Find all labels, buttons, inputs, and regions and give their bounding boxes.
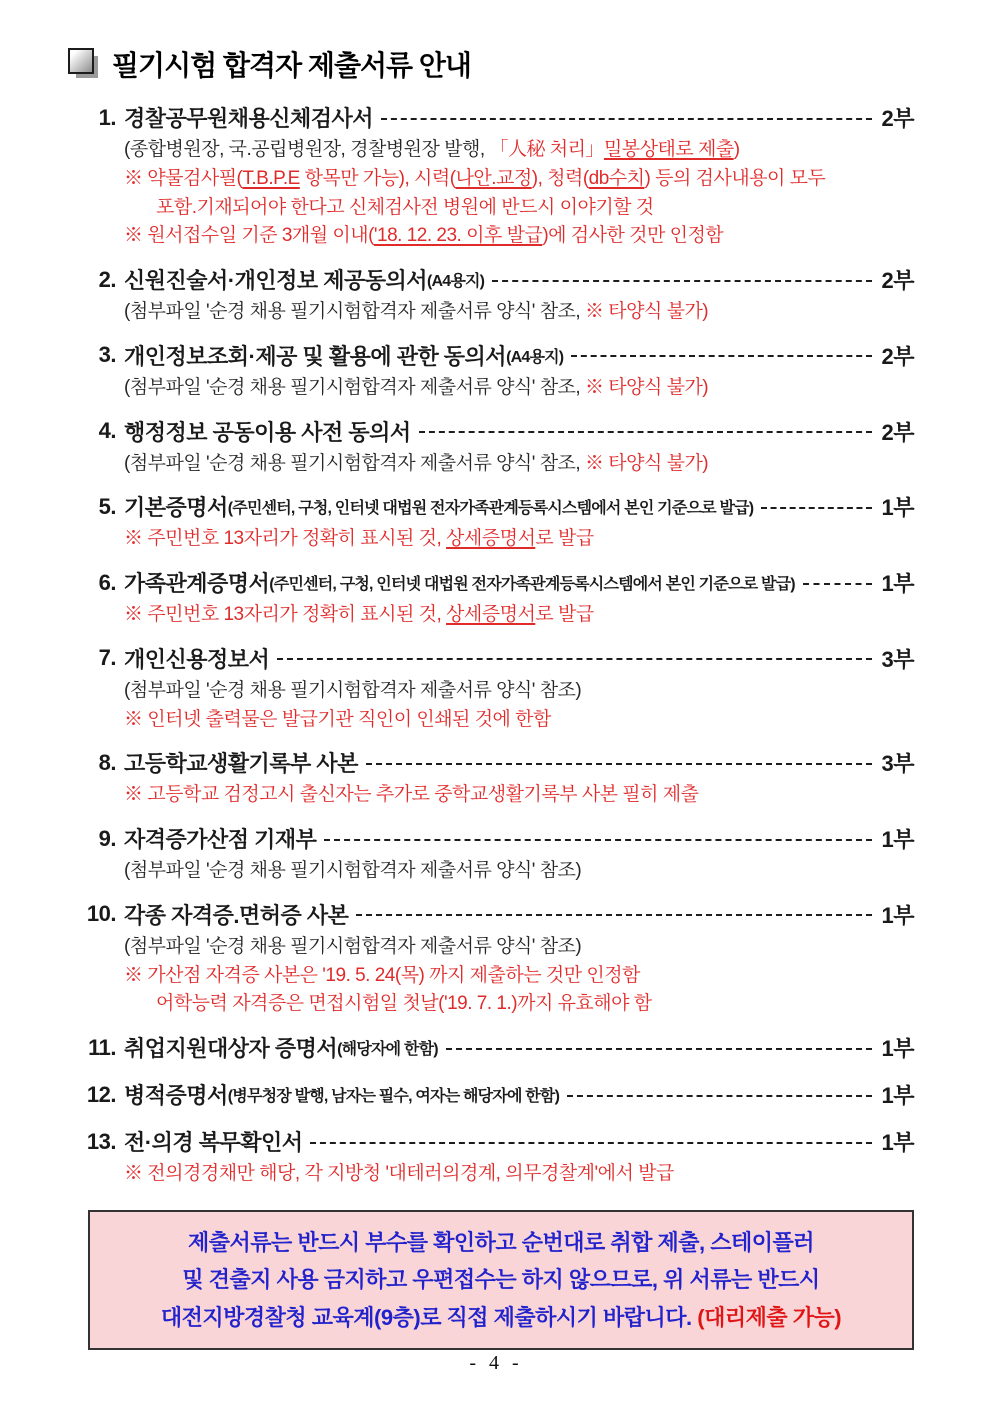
page-number: - 4 - bbox=[469, 1352, 523, 1374]
text-segment: ※ 타양식 불가) bbox=[584, 452, 709, 474]
item-warning-note bbox=[80, 527, 914, 551]
item-copy-count: 1부 bbox=[881, 827, 914, 852]
item-source-note bbox=[80, 376, 914, 400]
item-title-note: (해당자에 한함) bbox=[337, 1041, 438, 1058]
document-header bbox=[68, 44, 914, 84]
square-face bbox=[68, 48, 94, 74]
item-source-note bbox=[80, 138, 914, 162]
dashed-leader bbox=[310, 1142, 871, 1144]
item-title: 행정정보 공동이용 사전 동의서 bbox=[124, 419, 411, 445]
item-warning-note bbox=[80, 783, 914, 807]
text-segment: (첨부파일 '순경 채용 필기시험합격자 제출서류 양식' 참조, bbox=[124, 301, 585, 322]
text-segment: 어학능력 자격증은 면접시험일 첫날('19. 7. 1.)까지 유효해야 함 bbox=[156, 993, 652, 1015]
text-segment: ※ 주민번호 13자리가 정확히 표시된 것, bbox=[124, 604, 447, 625]
text-segment: 로 발급 bbox=[535, 528, 594, 550]
text-segment: ※ 전의경경채만 해당, 각 지방청 '대테러의경계, 의무경찰계'에서 발급 bbox=[124, 1163, 674, 1184]
item-title: 전·의경 복무확인서 bbox=[124, 1130, 303, 1155]
document-item-list bbox=[80, 102, 914, 1186]
document-item-row bbox=[80, 899, 914, 930]
document-item-row bbox=[80, 416, 914, 447]
text-segment: (첨부파일 '순경 채용 필기시험합격자 제출서류 양식' 참조) bbox=[124, 679, 582, 701]
text-segment: ※ 원서접수일 기준 3개월 이내( bbox=[124, 225, 374, 247]
text-segment: ※ 타양식 불가) bbox=[584, 376, 709, 398]
item-title: 기본증명서 bbox=[124, 495, 228, 521]
document-item-row bbox=[80, 1079, 914, 1110]
notice-line bbox=[98, 1299, 904, 1336]
item-number: 2. bbox=[98, 266, 116, 292]
text-segment: ※ 주민번호 13자리가 정확히 표시된 것, bbox=[124, 528, 447, 550]
item-copy-count: 1부 bbox=[881, 571, 914, 596]
dashed-leader bbox=[446, 1048, 872, 1050]
item-title: 가족관계증명서 bbox=[124, 571, 270, 596]
dashed-leader bbox=[803, 583, 872, 585]
item-title: 병적증명서 bbox=[124, 1083, 228, 1108]
item-warning-note bbox=[80, 167, 914, 191]
text-segment: 나안.교정 bbox=[455, 167, 532, 189]
item-source-note bbox=[80, 859, 914, 883]
item-number: 6. bbox=[98, 569, 116, 595]
notice-line bbox=[98, 1261, 904, 1298]
dashed-leader bbox=[492, 280, 871, 282]
item-copy-count: 1부 bbox=[881, 1083, 914, 1108]
dashed-leader bbox=[366, 763, 872, 765]
item-title-note: (A4용지) bbox=[426, 273, 485, 290]
text-segment: (대리제출 가능) bbox=[697, 1304, 842, 1330]
text-segment: 항목만 가능), 시력( bbox=[299, 167, 456, 189]
item-warning-note bbox=[80, 964, 914, 988]
item-title: 신원진술서·개인정보 제공동의서 bbox=[124, 268, 427, 293]
item-number: 5. bbox=[98, 493, 116, 519]
document-item-row bbox=[80, 1126, 914, 1157]
text-segment: ※ 고등학교 검정고시 출신자는 추가로 중학교생활기록부 사본 필히 제출 bbox=[124, 784, 699, 806]
text-segment: (첨부파일 '순경 채용 필기시험합격자 제출서류 양식' 참조, bbox=[124, 376, 585, 398]
dashed-leader bbox=[761, 507, 871, 509]
item-source-note bbox=[80, 679, 914, 703]
text-segment: (첨부파일 '순경 채용 필기시험합격자 제출서류 양식' 참조) bbox=[124, 935, 582, 957]
item-number: 13. bbox=[86, 1128, 116, 1154]
text-segment: (종합병원장, 국.공립병원장, 경찰병원장 발행, bbox=[124, 139, 490, 160]
item-copy-count: 2부 bbox=[881, 106, 914, 131]
text-segment: )에 검사한 것만 인정함 bbox=[542, 225, 724, 247]
text-segment: '18. 12. 23. 이후 발급 bbox=[373, 225, 543, 247]
item-number: 12. bbox=[86, 1081, 116, 1107]
item-source-note bbox=[80, 452, 914, 476]
notice-box bbox=[88, 1210, 914, 1350]
dashed-leader bbox=[381, 118, 871, 120]
item-copy-count: 2부 bbox=[881, 419, 914, 445]
item-title: 취업지원대상자 증명서 bbox=[124, 1036, 338, 1061]
text-segment: 및 견출지 사용 금지하고 우편접수는 하지 않으므로, 위 서류는 반드시 bbox=[182, 1267, 820, 1293]
text-segment: 「人秘 처리」 bbox=[489, 139, 604, 160]
item-title: 자격증가산점 기재부 bbox=[124, 827, 317, 852]
item-title-note: (병무청장 발행, 남자는 필수, 여자는 해당자에 한함) bbox=[227, 1088, 560, 1105]
item-warning-note bbox=[80, 196, 914, 220]
text-segment: ) 등의 검사내용이 모두 bbox=[644, 167, 826, 189]
document-item-row bbox=[80, 491, 914, 522]
dashed-leader bbox=[356, 914, 871, 916]
item-copy-count: 2부 bbox=[881, 268, 914, 293]
dashed-leader bbox=[571, 355, 871, 357]
page-title: 필기시험 합격자 제출서류 안내 bbox=[112, 50, 471, 81]
item-title-note: (주민센터, 구청, 인터넷 대법원 전자가족관계등록시스템에서 본인 기준으로 발급) bbox=[269, 576, 795, 593]
square-3d-icon bbox=[68, 48, 100, 80]
item-warning-note bbox=[80, 1162, 914, 1186]
document-item-row bbox=[80, 747, 914, 778]
item-number: 8. bbox=[98, 749, 116, 775]
text-segment: 제출서류는 반드시 부수를 확인하고 순번대로 취합 제출, 스테이플러 bbox=[188, 1229, 814, 1255]
item-copy-count: 1부 bbox=[881, 495, 914, 521]
text-segment: 상세증명서 bbox=[446, 604, 536, 625]
item-source-note bbox=[80, 300, 914, 324]
item-number: 3. bbox=[98, 342, 116, 368]
text-segment: 상세증명서 bbox=[446, 528, 536, 550]
text-segment: db수치 bbox=[588, 167, 645, 189]
text-segment: ※ 인터넷 출력물은 발급기관 직인이 인쇄된 것에 한함 bbox=[124, 708, 551, 730]
item-number: 1. bbox=[98, 104, 116, 130]
item-title: 경찰공무원채용신체검사서 bbox=[124, 106, 374, 131]
item-warning-note bbox=[80, 224, 914, 248]
item-title: 개인신용정보서 bbox=[124, 646, 270, 672]
text-segment: ※ 약물검사필( bbox=[124, 167, 243, 189]
item-number: 10. bbox=[86, 901, 116, 927]
document-item-row bbox=[80, 1032, 914, 1063]
dashed-leader bbox=[324, 839, 871, 841]
item-title-note: (A4용지) bbox=[506, 348, 564, 366]
item-copy-count: 1부 bbox=[881, 902, 914, 928]
item-source-note bbox=[80, 935, 914, 959]
item-title: 고등학교생활기록부 사본 bbox=[124, 751, 358, 777]
item-title-note: (주민센터, 구청, 인터넷 대법원 전자가족관계등록시스템에서 본인 기준으로 발급) bbox=[227, 500, 754, 518]
document-item-row bbox=[80, 340, 914, 371]
item-number: 7. bbox=[98, 645, 116, 671]
text-segment: 밀봉상태로 제출 bbox=[603, 139, 734, 160]
item-title: 개인정보조회·제공 및 활용에 관한 동의서 bbox=[124, 343, 507, 369]
text-segment: T.B.P.E bbox=[242, 167, 300, 189]
dashed-leader bbox=[277, 658, 871, 660]
item-warning-note bbox=[80, 708, 914, 732]
text-segment: 로 발급 bbox=[535, 604, 594, 625]
document-item-row bbox=[80, 567, 914, 598]
item-copy-count: 2부 bbox=[881, 343, 914, 369]
text-segment: ※ 타양식 불가) bbox=[584, 301, 709, 322]
notice-line bbox=[98, 1224, 904, 1261]
item-copy-count: 1부 bbox=[881, 1130, 914, 1155]
dashed-leader bbox=[419, 431, 872, 433]
text-segment: ※ 가산점 자격증 사본은 '19. 5. 24(목) 까지 제출하는 것만 인정함 bbox=[124, 964, 640, 986]
text-segment: (첨부파일 '순경 채용 필기시험합격자 제출서류 양식' 참조, bbox=[124, 452, 585, 474]
document-item-row bbox=[80, 823, 914, 854]
item-number: 9. bbox=[98, 825, 116, 851]
item-number: 11. bbox=[88, 1034, 116, 1060]
item-copy-count: 3부 bbox=[881, 646, 914, 672]
document-item-row bbox=[80, 643, 914, 674]
dashed-leader bbox=[567, 1095, 871, 1097]
document-item-row bbox=[80, 102, 914, 133]
item-warning-note bbox=[80, 992, 914, 1016]
text-segment: 포함.기재되어야 한다고 신체검사전 병원에 반드시 이야기할 것 bbox=[156, 196, 654, 218]
item-number: 4. bbox=[98, 418, 116, 443]
item-warning-note bbox=[80, 603, 914, 627]
document-item-row bbox=[80, 264, 914, 295]
text-segment: ), 청력( bbox=[531, 167, 589, 189]
item-title: 각종 자격증.면허증 사본 bbox=[124, 902, 349, 928]
text-segment: (첨부파일 '순경 채용 필기시험합격자 제출서류 양식' 참조) bbox=[124, 860, 582, 881]
item-copy-count: 3부 bbox=[881, 751, 914, 777]
item-copy-count: 1부 bbox=[881, 1036, 914, 1061]
text-segment: ) bbox=[733, 139, 740, 160]
text-segment: 대전지방경찰청 교육계(9층)로 직접 제출하시기 바랍니다. bbox=[160, 1304, 698, 1330]
